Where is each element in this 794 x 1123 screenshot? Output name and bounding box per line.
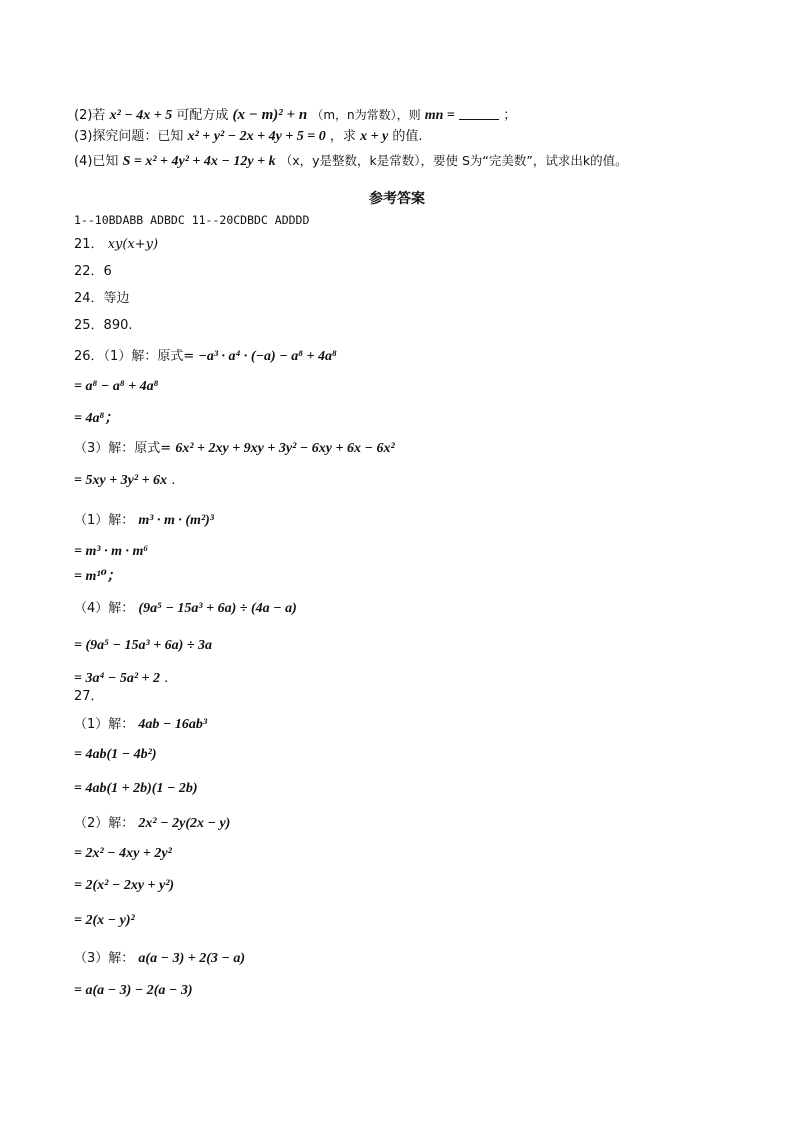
- answer-26-1-step2: = 4a⁸；: [74, 411, 119, 426]
- answer-26-4-expr: (9a⁵ − 15a³ + 6a) ÷ (4a − a): [138, 601, 297, 616]
- answer-26-3-label: （3）解：原式=: [74, 441, 172, 456]
- q4-expr1: S = x² + 4y² + 4x − 12y + k: [122, 154, 276, 169]
- answer-27-2-step2: = 2(x² − 2xy + y²): [74, 878, 175, 893]
- q2-expr3: mn =: [424, 108, 455, 123]
- answer-blank: [459, 107, 499, 120]
- q3-expr1: x² + y² − 2x + 4y + 5 = 0: [187, 129, 326, 144]
- answer-26-4-step2: = 3a⁴ − 5a² + 2: [74, 671, 161, 686]
- answer-27-1: [74, 716, 207, 734]
- q2-prefix: (2)若: [74, 108, 106, 123]
- answer-27-label: 27．: [74, 689, 104, 704]
- answer-27-3-label: （3）解：: [74, 951, 135, 966]
- answer-26-1b-step1: = m³ · m · m⁶: [74, 544, 149, 559]
- answer-21-label: 21．: [74, 237, 104, 252]
- answer-26-1b-expr: m³ · m · (m²)³: [138, 513, 215, 528]
- q4-suffix: （x，y是整数，k是常数），要使 S为“完美数”，试求出k的值。: [279, 153, 628, 168]
- answer-27-1-expr: 4ab − 16ab³: [138, 717, 208, 732]
- answer-26-4-end: .: [164, 671, 169, 686]
- answer-27-2-expr: 2x² − 2y(2x − y): [138, 816, 231, 831]
- answers-title: 参考答案: [369, 191, 425, 207]
- answer-26-1-expr: −a³ · a⁴ · (−a) − a⁸ + 4a⁸: [198, 349, 337, 364]
- answer-27-3-expr: a(a − 3) + 2(3 − a): [138, 951, 246, 966]
- answer-24: 24．等边: [74, 291, 130, 306]
- answer-27-3: [74, 950, 245, 968]
- answer-27-2-label: （2）解：: [74, 816, 135, 831]
- q4-prefix: (4)已知: [74, 154, 119, 169]
- question-3: [74, 128, 423, 146]
- q2-expr1: x² − 4x + 5: [109, 108, 173, 123]
- answer-27-2: [74, 815, 230, 833]
- answer-26-4-step1: = (9a⁵ − 15a³ + 6a) ÷ 3a: [74, 638, 213, 653]
- choice-answers: 1--10BDABB ADBDC 11--20CDBDC ADDDD: [74, 213, 310, 227]
- answer-26-1: [74, 348, 337, 366]
- q2-note: （m，n为常数），则: [311, 108, 421, 122]
- q3-mid: ，求: [329, 129, 356, 144]
- answer-21: [74, 236, 158, 254]
- answer-26-3-step1: = 5xy + 3y² + 6x: [74, 473, 168, 488]
- answer-27-1-step2: = 4ab(1 + 2b)(1 − 2b): [74, 781, 198, 796]
- answer-26-4: [74, 600, 297, 618]
- answer-26-3: [74, 440, 395, 458]
- answer-26-4-step2-line: [74, 670, 168, 688]
- question-4: [74, 152, 628, 171]
- answer-27-3-step1: = a(a − 3) − 2(a − 3): [74, 983, 193, 998]
- answer-27-1-step1: = 4ab(1 − 4b²): [74, 747, 157, 762]
- answer-26-4-label: （4）解：: [74, 601, 135, 616]
- q3-prefix: (3)探究问题：已知: [74, 129, 184, 144]
- answer-26-3-end: .: [171, 473, 176, 488]
- answer-27-2-step3: = 2(x − y)²: [74, 913, 135, 928]
- answer-21-value: xy(x+y): [107, 237, 159, 252]
- q3-suffix: 的值.: [392, 129, 423, 144]
- answer-27-1-label: （1）解：: [74, 717, 135, 732]
- answer-26-1b: [74, 512, 214, 530]
- q3-expr2: x + y: [360, 129, 389, 144]
- answer-26-1-step1: = a⁸ − a⁸ + 4a⁸: [74, 379, 159, 394]
- q2-mid: 可配方成: [176, 108, 229, 123]
- answer-26-3-expr: 6x² + 2xy + 9xy + 3y² − 6xy + 6x − 6x²: [175, 441, 395, 456]
- answer-22: 22．6: [74, 264, 112, 279]
- answer-26-1b-step2: = m¹⁰；: [74, 569, 121, 584]
- answer-25: 25．890.: [74, 318, 133, 333]
- answer-27-2-step1: = 2x² − 4xy + 2y²: [74, 846, 172, 861]
- q2-suffix: ；: [503, 108, 517, 123]
- answer-26-1-label: 26．（1）解：原式=: [74, 349, 195, 364]
- answer-26-3-step1-line: [74, 472, 175, 490]
- question-2: [74, 106, 516, 125]
- answer-26-1b-label: （1）解：: [74, 513, 135, 528]
- q2-expr2: (x − m)² + n: [232, 107, 308, 123]
